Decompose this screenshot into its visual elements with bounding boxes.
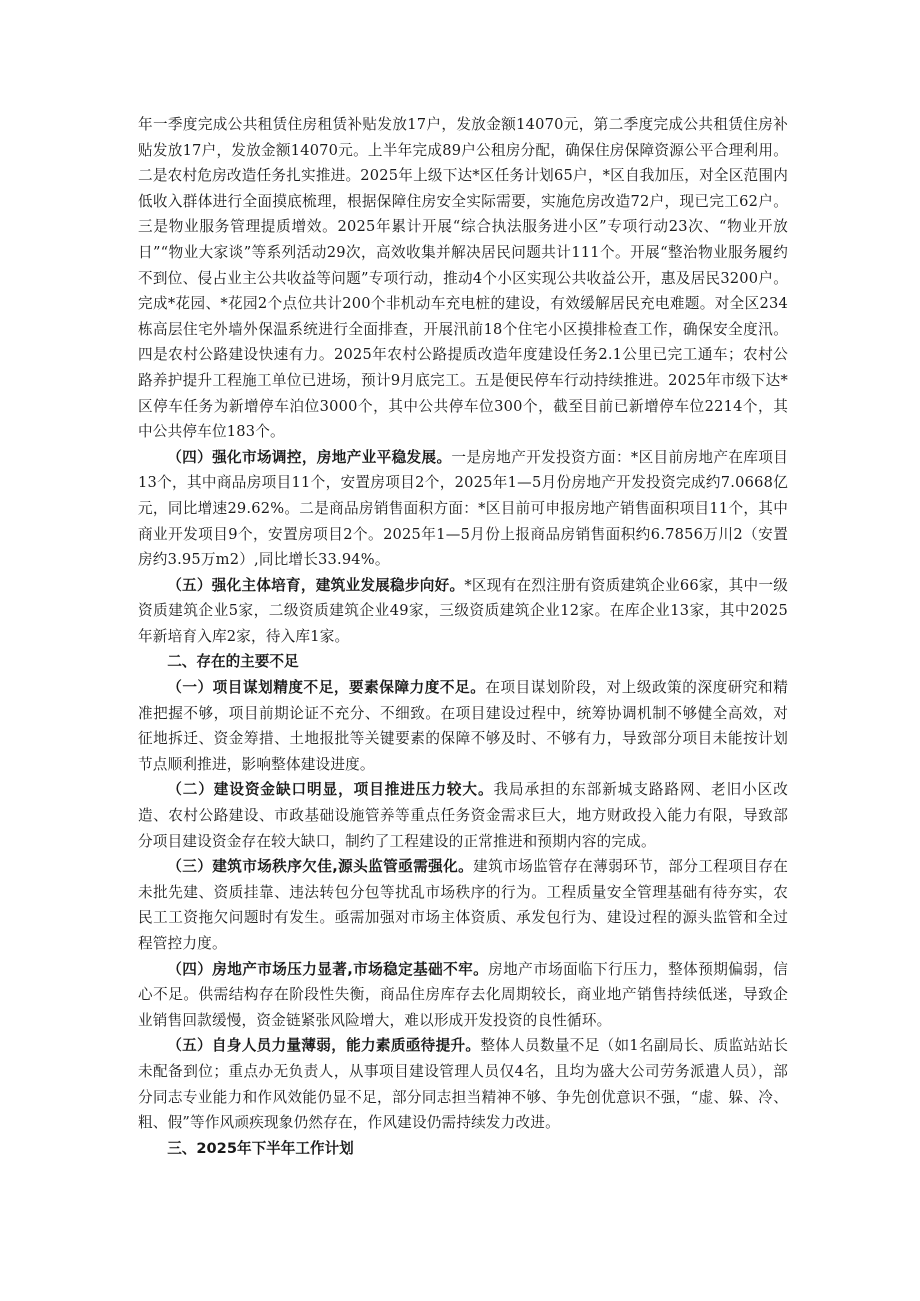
- paragraph-body: 建筑市场监管存在薄弱环节，部分工程项目存在未批先建、资质挂靠、违法转包分包等扰乱市场秩序的行为。工程质量安全管理基础有待夯实，农民工工资拖欠问题时有发生。亟需加强对市场主体资质、承发包行为、建设过程的源头监管和全过程管控力度。: [138, 858, 788, 952]
- subheading-funding-gap: （二）建设资金缺口明显，项目推进压力较大。: [167, 781, 494, 799]
- paragraph-body: *区现有在烈注册有资质建筑企业66家，其中一级资质建筑企业5家，二级资质建筑企业49家，三级资质建筑企业12家。在库企业13家，其中2025年新培育入库2家，待入库1家。: [138, 576, 788, 645]
- paragraph-housing-security: 年一季度完成公共租赁住房租赁补贴发放17户，发放金额14070元，第二季度完成公共租赁住房补贴发放17户，发放金额14070元。上半年完成89户公租房分配，确保住房保障资源公平合理利用。二是农村危房改造任务扎实推进。2025年上级下达*区任务计划65户，*区自我加压，对全区范围内低收入群体进行全面摸底梳理，根据保障住房安全实际需要，实施危房改造72户，现已完工62户。三是物业服务管理提质增效。2025年累计开展“综合执法服务进小区”专项行动23次、“物业开放日”“物业大家谈”等系列活动29次，高效收集并解决居民问题共计111个。开展“整治物业服务履约不到位、侵占业主公共收益等问题”专项行动，推动4个小区实现公共收益公开，惠及居民3200户。完成*花园、*花园2个点位共计200个非机动车充电桩的建设，有效缓解居民充电难题。对全区234栋高层住宅外墙外保温系统进行全面排查，开展汛前18个住宅小区摸排检查工作，确保安全度汛。四是农村公路建设快速有力。2025年农村公路提质改造年度建设任务2.1公里已完工通车；农村公路养护提升工程施工单位已进场，预计9月底完工。五是便民停车行动持续推进。2025年市级下达*区停车任务为新增停车泊位3000个，其中公共停车位300个，截至目前已新增停车位2214个，其中公共停车位183个。: [138, 116, 788, 441]
- paragraph-body: 我局承担的东部新城支路路网、老旧小区改造、农村公路建设、市政基础设施管养等重点任务资金需求巨大，地方财政投入能力有限，导致部分项目建设资金存在较大缺口，制约了工程建设的正常推进和预期内容的完成。: [138, 781, 788, 850]
- paragraph-body: 一是房地产开发投资方面：*区目前房地产在库项目13个，其中商品房项目11个，安置房项目2个，2025年1—5月份房地产开发投资完成约7.0668亿元，同比增速29.62%。二是商品房销售面积方面：*区目前可申报房地产销售面积项目11个，其中商业开发项目9个，安置房项目2个。2025年1—5月份上报商品房销售面积约6.7856万川2（安置房约3.95万m2）,同比增长33.94%。: [138, 448, 788, 569]
- subheading-real-estate-pressure: （四）房地产市场压力显著,市场稳定基础不牢。: [167, 960, 489, 978]
- paragraph-staffing: [138, 1033, 788, 1135]
- paragraph-funding-gap: [138, 777, 788, 854]
- paragraph-construction-industry: [138, 573, 788, 650]
- subheading-staffing: （五）自身人员力量薄弱，能力素质亟待提升。: [167, 1037, 481, 1055]
- paragraph-body: 房地产市场面临下行压力，整体预期偏弱，信心不足。供需结构存在阶段性失衡，商品住房库存去化周期较长，商业地产销售持续低迷，导致企业销售回款缓慢，资金链紧张风险增大，难以形成开发投资的良性循环。: [138, 960, 788, 1029]
- paragraph-market-order: [138, 854, 788, 956]
- subheading-market-order: （三）建筑市场秩序欠佳,源头监管亟需强化。: [167, 858, 474, 876]
- paragraph-body: 整体人员数量不足（如1名副局长、质监站站长未配备到位；重点办无负责人，从事项目建设管理人员仅4名，且均为盛大公司劳务派遣人员），部分同志专业能力和作风效能仍显不足，部分同志担当精神不够、争先创优意识不强，“虚、躲、冷、粗、假”等作风顽疾现象仍然存在，作风建设仍需持续发力改进。: [138, 1037, 788, 1132]
- section-heading-shortcomings: 二、存在的主要不足: [167, 653, 299, 671]
- paragraph-project-planning: [138, 675, 788, 777]
- section-heading-work-plan: 三、2025年下半年工作计划: [167, 1139, 354, 1157]
- paragraph-real-estate-pressure: [138, 957, 788, 1034]
- subheading-construction-industry: （五）强化主体培育，建筑业发展稳步向好。: [167, 576, 465, 594]
- paragraph-market-regulation: [138, 445, 788, 573]
- subheading-market-regulation: （四）强化市场调控，房地产业平稳发展。: [167, 448, 452, 466]
- subheading-project-planning: （一）项目谋划精度不足，要素保障力度不足。: [167, 679, 486, 697]
- paragraph-body: 在项目谋划阶段，对上级政策的深度研究和精准把握不够，项目前期论证不充分、不细致。在项目建设过程中，统筹协调机制不够健全高效，对征地拆迁、资金筹措、土地报批等关键要素的保障不够及时、不够有力，导致部分项目未能按计划节点顺利推进，影响整体建设进度。: [138, 679, 788, 773]
- document-page: [138, 112, 788, 1161]
